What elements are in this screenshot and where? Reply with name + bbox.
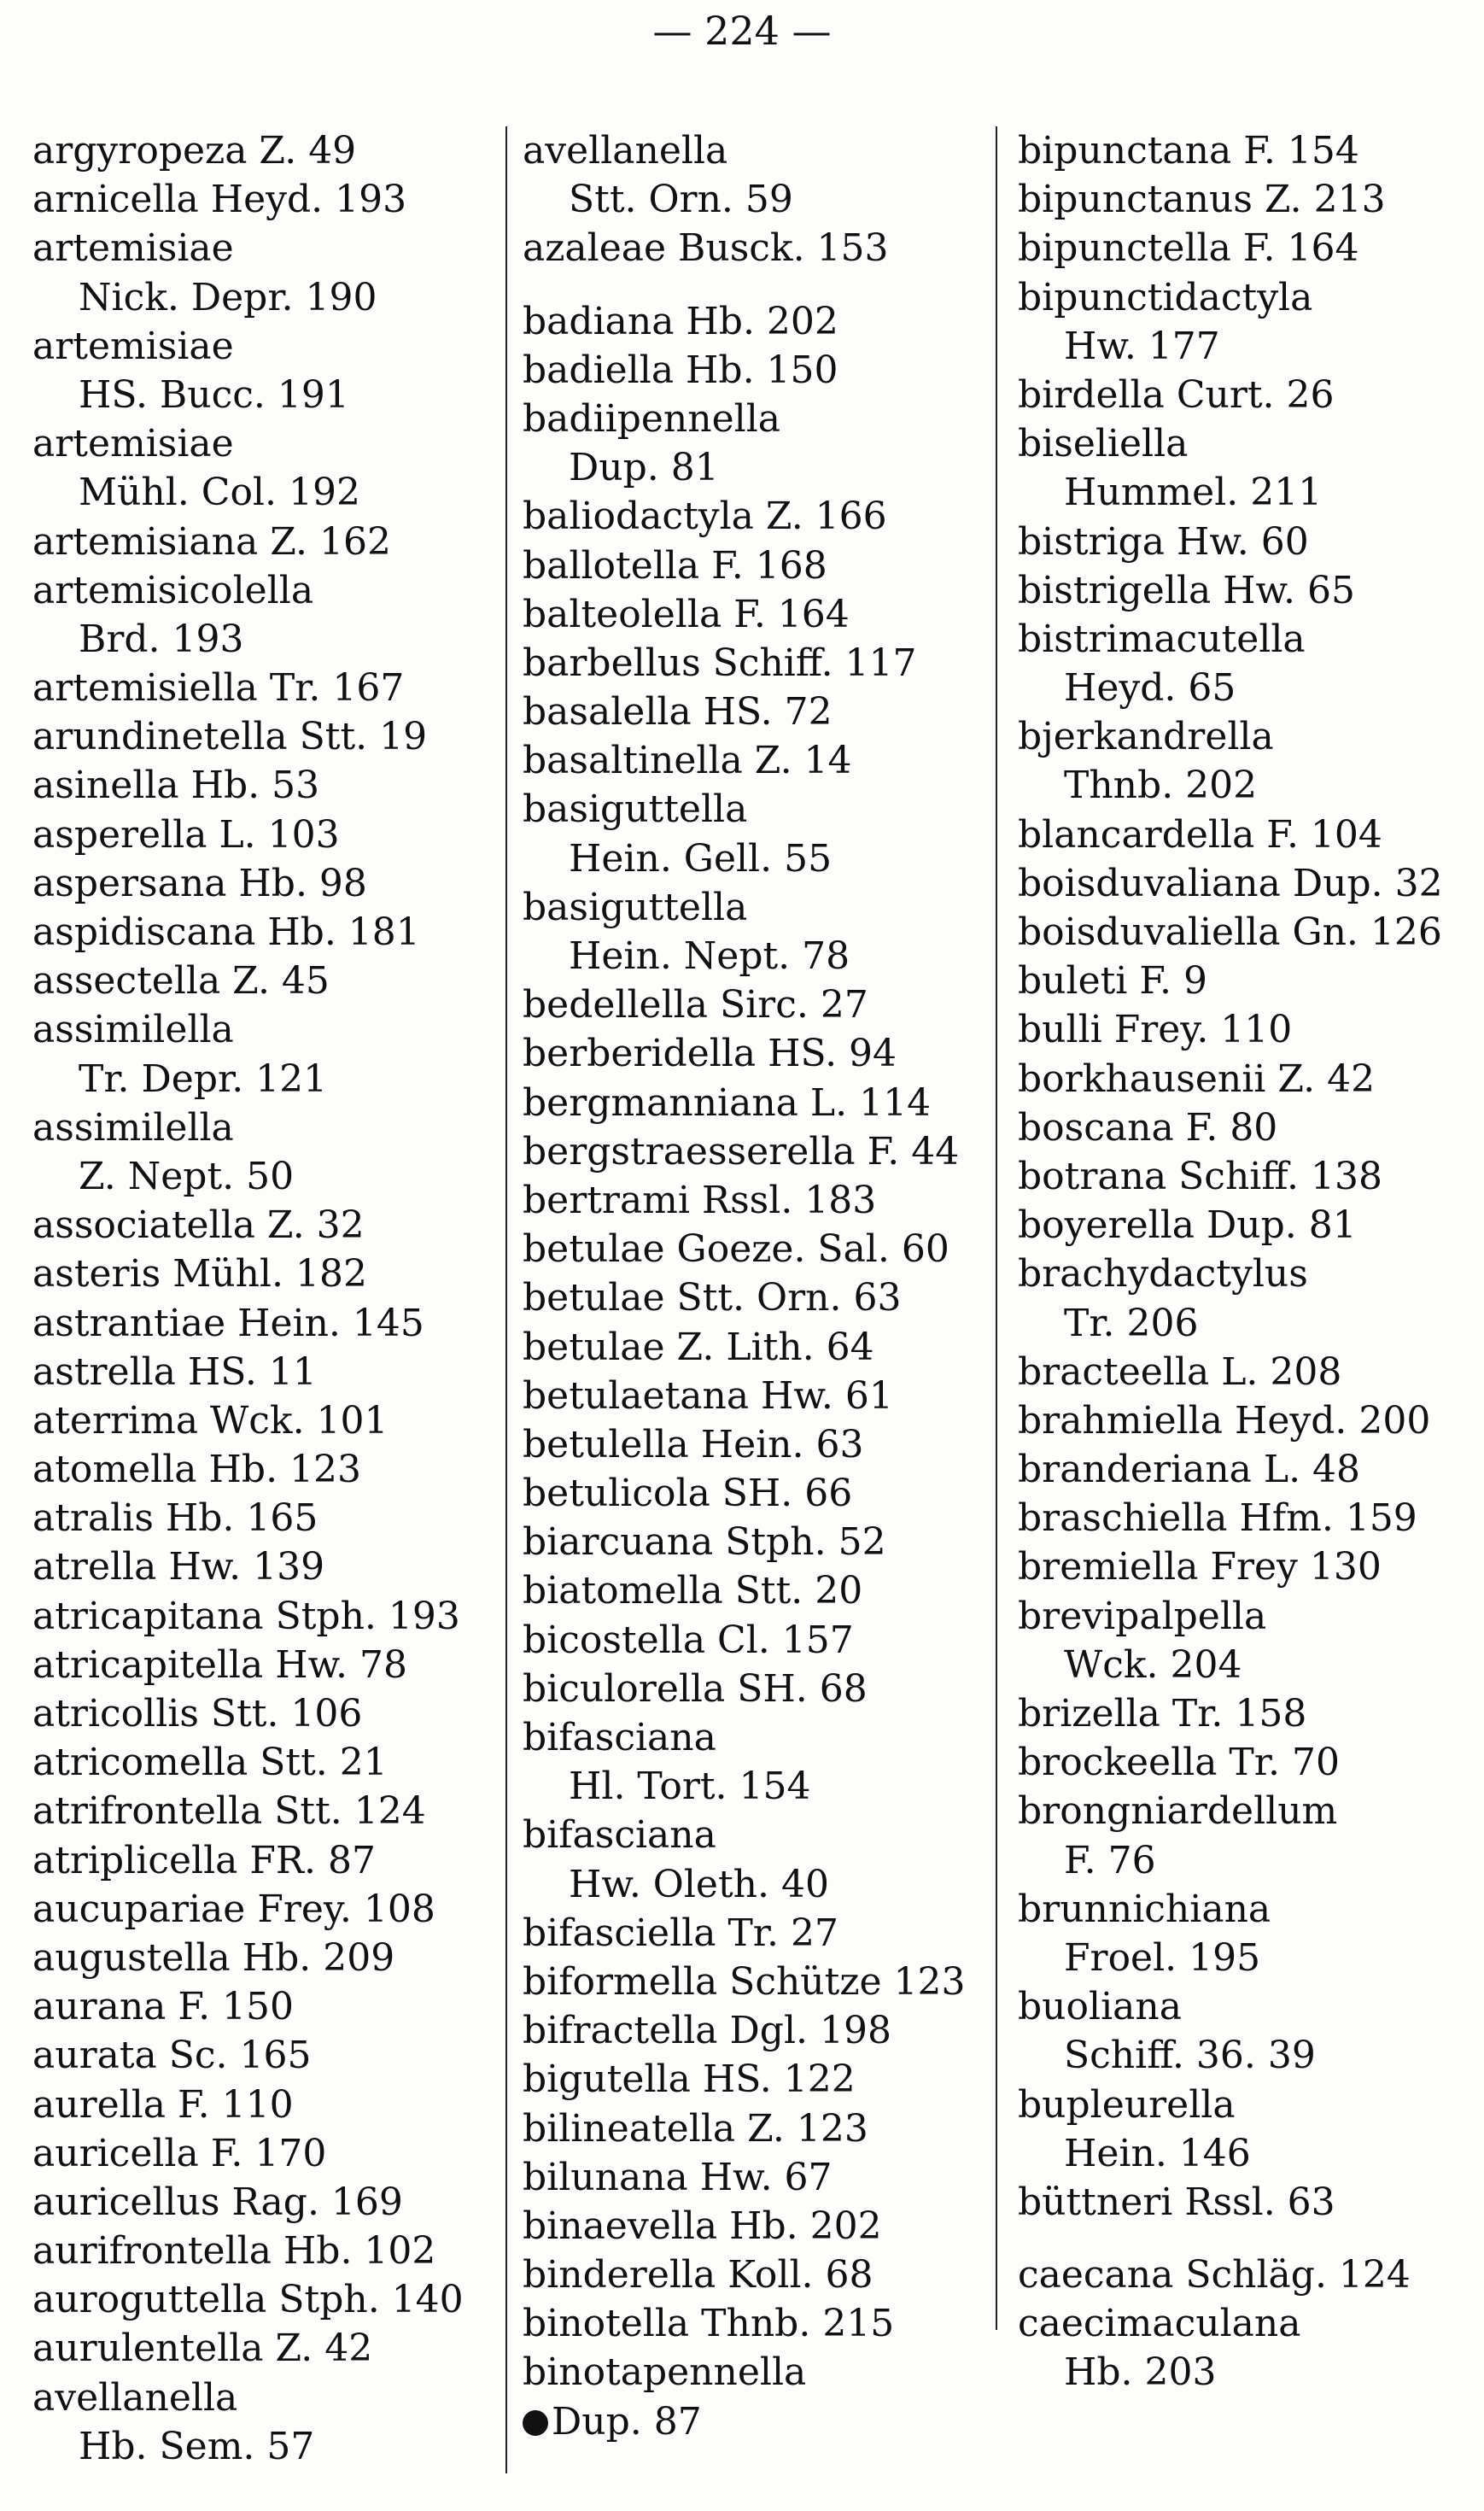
index-entry — [1018, 1250, 1479, 1298]
index-entry-text: caecimaculana — [1018, 2302, 1301, 2346]
index-entry-text: argyropeza Z. 49 — [32, 129, 357, 173]
index-entry-text: bjerkandrella — [1018, 715, 1274, 759]
index-entry-text: braschiella Hfm. 159 — [1018, 1496, 1417, 1541]
column-divider-2 — [996, 126, 997, 2330]
index-entry — [1018, 273, 1479, 322]
index-entry-text: borkhausenii Z. 42 — [1018, 1056, 1376, 1101]
index-entry-text: aterrima Wck. 101 — [32, 1398, 389, 1443]
index-entry-text: aurulentella Z. 42 — [32, 2327, 373, 2371]
index-entry-continuation — [1018, 1299, 1479, 1348]
index-entry-text: Wck. 204 — [1064, 1642, 1242, 1687]
index-entry — [1018, 175, 1479, 224]
index-entry-text: basalella HS. 72 — [523, 690, 833, 735]
index-entry — [523, 1029, 992, 1078]
index-entry-text: Hw. Oleth. 40 — [569, 1862, 829, 1906]
index-column-1 — [32, 126, 494, 2471]
index-entry-text: betulae Goeze. Sal. 60 — [523, 1227, 949, 1272]
index-entry-text: artemisiae — [32, 324, 234, 368]
index-entry-text: binotapennella — [523, 2350, 807, 2395]
index-entry-text: Stt. Orn. 59 — [569, 178, 793, 222]
index-entry — [523, 1566, 992, 1615]
index-entry-continuation — [523, 175, 992, 224]
index-entry — [32, 908, 494, 957]
index-entry — [1018, 811, 1479, 859]
index-entry-text: aurana F. 150 — [32, 1985, 295, 2029]
index-entry — [1018, 224, 1479, 272]
index-entry — [523, 883, 992, 932]
index-entry — [523, 1518, 992, 1566]
index-entry-text: aurella F. 110 — [32, 2082, 294, 2127]
index-entry-continuation — [32, 1055, 494, 1103]
index-entry-continuation — [32, 615, 494, 664]
index-entry — [523, 2397, 992, 2446]
index-entry-text: basiguttella — [523, 885, 748, 929]
index-entry-text: botrana Schiff. 138 — [1018, 1154, 1383, 1198]
index-entry-text: betulicola SH. 66 — [523, 1472, 853, 1516]
index-entry-text: Thnb. 202 — [1064, 764, 1258, 808]
index-entry — [523, 2348, 992, 2397]
index-entry-text: atrifrontella Stt. 124 — [32, 1789, 426, 1834]
index-entry — [32, 1641, 494, 1689]
index-entry-text: Dup. 87 — [552, 2399, 702, 2444]
index-entry-text: bipunctidactyla — [1018, 275, 1313, 319]
index-entry — [32, 1445, 494, 1494]
index-entry — [32, 1299, 494, 1348]
index-entry — [1018, 1787, 1479, 1835]
index-entry — [1018, 957, 1479, 1005]
index-entry-text: binderella Koll. 68 — [523, 2253, 873, 2297]
index-entry — [32, 1201, 494, 1250]
index-entry — [1018, 908, 1479, 957]
index-entry — [32, 1250, 494, 1298]
index-entry — [523, 297, 992, 346]
index-entry-text: bifasciella Tr. 27 — [523, 1911, 838, 1955]
index-entry — [1018, 1348, 1479, 1396]
index-entry-text: arnicella Heyd. 193 — [32, 178, 407, 222]
index-entry-text: Tr. Depr. 121 — [79, 1056, 328, 1101]
index-entry-text: asteris Mühl. 182 — [32, 1252, 367, 1296]
index-entry-text: bipunctanus Z. 213 — [1018, 178, 1386, 222]
index-entry — [32, 419, 494, 468]
index-entry — [1018, 1445, 1479, 1494]
index-entry-text: asperella L. 103 — [32, 812, 340, 857]
index-entry-text: bergmanniana L. 114 — [523, 1080, 932, 1125]
index-entry — [523, 2006, 992, 2055]
index-entry-text: asinella Hb. 53 — [32, 764, 320, 808]
index-entry-text: caecana Schläg. 124 — [1018, 2253, 1411, 2297]
index-entry — [523, 2299, 992, 2348]
index-entry-text: bilunana Hw. 67 — [523, 2155, 833, 2199]
index-entry-text: biseliella — [1018, 422, 1189, 466]
index-entry-text: auricella F. 170 — [32, 2131, 327, 2175]
index-entry — [523, 1616, 992, 1665]
index-entry-text: Nick. Depr. 190 — [79, 275, 377, 319]
index-entry-text: badiipennella — [523, 396, 781, 441]
index-entry-text: atrella Hw. 139 — [32, 1545, 325, 1589]
index-entry-continuation — [32, 371, 494, 419]
index-entry-continuation — [1018, 761, 1479, 810]
index-entry — [1018, 1982, 1479, 2031]
index-entry — [32, 957, 494, 1005]
index-entry — [523, 639, 992, 688]
index-entry-text: atralis Hb. 165 — [32, 1496, 318, 1541]
index-entry — [523, 1811, 992, 1859]
index-entry — [1018, 1005, 1479, 1054]
index-entry — [523, 785, 992, 834]
index-entry-text: Tr. 206 — [1064, 1301, 1199, 1345]
index-entry-text: biarcuana Stph. 52 — [523, 1520, 886, 1565]
index-entry-text: bracteella L. 208 — [1018, 1349, 1342, 1394]
index-entry-text: biformella Schütze 123 — [523, 1959, 966, 2004]
index-entry — [32, 2031, 494, 2080]
index-entry-text: bistriga Hw. 60 — [1018, 519, 1309, 564]
index-entry-text: atricollis Stt. 106 — [32, 1692, 363, 1735]
index-entry — [523, 492, 992, 541]
index-entry-text: betulaetana Hw. 61 — [523, 1373, 893, 1418]
index-entry — [32, 2227, 494, 2275]
index-entry — [32, 224, 494, 272]
index-entry — [32, 1738, 494, 1787]
index-entry — [523, 346, 992, 395]
index-entry — [523, 2251, 992, 2299]
index-entry-text: bremiella Frey 130 — [1018, 1545, 1382, 1589]
index-entry-continuation — [1018, 1934, 1479, 1982]
index-entry-text: atricomella Stt. 21 — [32, 1741, 388, 1785]
index-entry-text: büttneri Rssl. 63 — [1018, 2180, 1335, 2224]
index-entry-continuation — [32, 2422, 494, 2471]
index-entry-continuation — [523, 1762, 992, 1811]
index-entry — [32, 811, 494, 859]
index-entry — [523, 1079, 992, 1127]
index-entry-text: Mühl. Col. 192 — [79, 471, 360, 515]
index-entry-text: bipunctella F. 164 — [1018, 226, 1359, 271]
index-entry-text: biculorella SH. 68 — [523, 1666, 868, 1711]
index-entry-text: HS. Bucc. 191 — [79, 372, 349, 417]
index-entry-text: atricapitana Stph. 193 — [32, 1594, 460, 1638]
index-entry-continuation — [1018, 2348, 1479, 2397]
index-entry-text: balteolella F. 164 — [523, 592, 850, 636]
column-divider-1 — [505, 126, 507, 2473]
index-entry — [1018, 1396, 1479, 1445]
index-entry-text: auricellus Rag. 169 — [32, 2180, 403, 2224]
index-entry — [1018, 419, 1479, 468]
index-entry — [1018, 1738, 1479, 1787]
index-entry — [523, 2202, 992, 2251]
index-entry — [523, 1372, 992, 1420]
index-entry-text: bilineatella Z. 123 — [523, 2106, 868, 2151]
index-entry — [523, 1323, 992, 1372]
index-entry-text: baliodactyla Z. 166 — [523, 495, 887, 539]
index-entry — [32, 1934, 494, 1982]
index-entry-text: atriplicella FR. 87 — [32, 1838, 376, 1882]
index-entry-text: boscana F. 80 — [1018, 1105, 1278, 1150]
index-entry-text: azaleae Busck. 153 — [523, 226, 889, 271]
index-entry — [1018, 1494, 1479, 1542]
index-entry — [32, 126, 494, 175]
index-entry-text: blancardella F. 104 — [1018, 812, 1382, 857]
index-entry-text: basiguttella — [523, 787, 748, 832]
index-entry-continuation — [32, 1152, 494, 1201]
index-entry — [523, 1176, 992, 1225]
index-entry-text: boisduvaliella Gn. 126 — [1018, 910, 1442, 954]
index-entry-text: brachydactylus — [1018, 1252, 1308, 1296]
index-entry — [1018, 566, 1479, 615]
index-entry-text: Dup. 81 — [569, 446, 719, 490]
index-entry — [1018, 1152, 1479, 1201]
index-entry-text: bedellella Sirc. 27 — [523, 983, 868, 1027]
index-entry — [32, 1005, 494, 1054]
index-entry — [523, 590, 992, 639]
index-entry — [523, 395, 992, 443]
index-entry-text: biatomella Stt. 20 — [523, 1569, 863, 1613]
index-entry-text: aurata Sc. 165 — [32, 2034, 312, 2078]
index-entry-text: brunnichiana — [1018, 1887, 1271, 1931]
index-entry — [32, 761, 494, 810]
index-entry-continuation — [32, 468, 494, 517]
index-entry-text: assimilella — [32, 1008, 234, 1052]
index-entry-continuation — [1018, 322, 1479, 371]
index-entry-text: brevipalpella — [1018, 1594, 1267, 1638]
index-entry — [32, 1494, 494, 1542]
index-entry-text: birdella Curt. 26 — [1018, 372, 1335, 417]
index-entry — [523, 2055, 992, 2104]
index-entry-text: artemisiella Tr. 167 — [32, 666, 405, 711]
index-entry-text: arundinetella Stt. 19 — [32, 715, 428, 759]
index-entry-continuation — [523, 834, 992, 883]
index-entry-continuation — [523, 443, 992, 492]
index-entry-text: aurifrontella Hb. 102 — [32, 2229, 436, 2274]
index-entry-text: aspersana Hb. 98 — [32, 861, 367, 905]
index-entry — [32, 518, 494, 566]
index-entry — [32, 1689, 494, 1738]
index-entry-text: badiella Hb. 150 — [523, 348, 838, 392]
index-entry — [32, 1348, 494, 1396]
index-entry-text: astrantiae Hein. 145 — [32, 1301, 424, 1345]
index-entry-text: artemisiana Z. 162 — [32, 519, 391, 564]
index-entry — [1018, 126, 1479, 175]
index-entry — [1018, 1885, 1479, 1934]
index-entry — [32, 1592, 494, 1641]
index-entry — [32, 712, 494, 761]
index-entry — [32, 1542, 494, 1591]
index-entry-text: avellanella — [32, 2375, 238, 2420]
index-entry-text: atomella Hb. 123 — [32, 1448, 362, 1492]
index-entry — [32, 1396, 494, 1445]
index-column-2 — [523, 126, 992, 2446]
index-entry-text: brockeella Tr. 70 — [1018, 1741, 1340, 1785]
index-entry-text: aspidiscana Hb. 181 — [32, 910, 420, 954]
index-entry — [1018, 1103, 1479, 1152]
index-entry-continuation — [1018, 1641, 1479, 1689]
index-entry-text: ballotella F. 168 — [523, 543, 827, 588]
index-entry-text: augustella Hb. 209 — [32, 1935, 395, 1980]
index-entry-text: bergstraesserella F. 44 — [523, 1129, 960, 1174]
index-entry-continuation — [1018, 468, 1479, 517]
index-entry-text: astrella HS. 11 — [32, 1349, 317, 1394]
index-entry-text: Hw. 177 — [1064, 324, 1220, 368]
index-entry-text: boyerella Dup. 81 — [1018, 1203, 1357, 1248]
index-entry-text: associatella Z. 32 — [32, 1203, 365, 1248]
index-entry — [1018, 2299, 1479, 2348]
index-entry-text: Hb. Sem. 57 — [79, 2424, 315, 2468]
index-entry — [523, 688, 992, 736]
index-entry-text: Hb. 203 — [1064, 2350, 1217, 2395]
index-entry-continuation — [1018, 664, 1479, 712]
index-entry-text: Hein. Gell. 55 — [569, 836, 833, 881]
index-entry-text: Schiff. 36. 39 — [1064, 2034, 1316, 2078]
index-entry — [523, 1273, 992, 1322]
index-entry-text: brahmiella Heyd. 200 — [1018, 1398, 1431, 1443]
index-entry — [523, 1958, 992, 2006]
index-entry-text: betulella Hein. 63 — [523, 1422, 864, 1466]
index-entry-text: bicostella Cl. 157 — [523, 1618, 854, 1662]
index-entry-text: buoliana — [1018, 1985, 1182, 2029]
index-entry — [1018, 859, 1479, 908]
index-entry — [1018, 2178, 1479, 2227]
section-gap — [523, 273, 992, 297]
index-entry — [1018, 712, 1479, 761]
index-entry — [1018, 2081, 1479, 2129]
index-entry — [523, 2104, 992, 2153]
index-entry-text: bistrimacutella — [1018, 617, 1306, 661]
index-entry-text: Froel. 195 — [1064, 1935, 1261, 1980]
index-entry-text: badiana Hb. 202 — [523, 299, 838, 343]
index-entry — [32, 1103, 494, 1152]
index-entry-text: barbellus Schiff. 117 — [523, 641, 917, 685]
index-entry — [32, 175, 494, 224]
section-gap — [1018, 2227, 1479, 2251]
index-entry — [523, 1420, 992, 1469]
index-entry — [523, 126, 992, 175]
index-entry-text: basaltinella Z. 14 — [523, 739, 852, 783]
index-entry — [1018, 1592, 1479, 1641]
index-entry — [523, 1225, 992, 1273]
index-entry-text: artemisiae — [32, 422, 234, 466]
index-entry-text: assimilella — [32, 1105, 234, 1150]
index-entry-continuation — [1018, 2129, 1479, 2178]
index-entry — [32, 1787, 494, 1835]
index-entry-text: binotella Thnb. 215 — [523, 2302, 895, 2346]
index-column-3 — [1018, 126, 1479, 2397]
index-entry-text: Heyd. 65 — [1064, 666, 1236, 711]
index-entry — [523, 541, 992, 590]
index-entry-text: brongniardellum — [1018, 1789, 1338, 1834]
index-entry-text: bupleurella — [1018, 2082, 1236, 2127]
index-entry-text: buleti F. 9 — [1018, 959, 1207, 1004]
index-entry-text: Hl. Tort. 154 — [569, 1765, 811, 1809]
index-entry — [1018, 615, 1479, 664]
index-entry — [1018, 1201, 1479, 1250]
index-entry — [523, 1909, 992, 1958]
index-entry — [523, 736, 992, 785]
index-entry-continuation — [32, 273, 494, 322]
index-entry — [32, 2275, 494, 2324]
index-entry — [32, 1885, 494, 1934]
index-entry-text: artemisiae — [32, 226, 234, 271]
index-entry-text: bifasciana — [523, 1716, 716, 1759]
ink-blot-icon — [523, 2410, 548, 2436]
index-entry — [523, 1127, 992, 1176]
index-entry — [523, 2153, 992, 2202]
index-entry-text: assectella Z. 45 — [32, 959, 330, 1004]
index-entry-text: Brd. 193 — [79, 617, 244, 661]
index-entry-text: betulae Stt. Orn. 63 — [523, 1276, 902, 1320]
index-entry — [523, 1665, 992, 1713]
index-entry-text: avellanella — [523, 129, 728, 173]
index-entry — [32, 2081, 494, 2129]
index-entry-text: bertrami Rssl. 183 — [523, 1178, 877, 1222]
index-entry-text: bifasciana — [523, 1813, 716, 1858]
index-entry — [32, 859, 494, 908]
index-entry — [523, 224, 992, 272]
index-entry — [1018, 371, 1479, 419]
index-entry-text: bifractella Dgl. 198 — [523, 2009, 891, 2053]
index-entry-text: atricapitella Hw. 78 — [32, 1642, 407, 1687]
index-entry-text: bipunctana F. 154 — [1018, 129, 1359, 173]
index-entry — [523, 1469, 992, 1518]
index-entry-text: binaevella Hb. 202 — [523, 2204, 882, 2248]
index-entry — [32, 322, 494, 371]
index-entry-continuation — [1018, 1836, 1479, 1885]
index-entry — [1018, 1055, 1479, 1103]
index-entry-text: artemisicolella — [32, 568, 314, 612]
index-entry — [32, 664, 494, 712]
index-entry — [32, 2129, 494, 2178]
index-entry — [32, 1836, 494, 1885]
index-entry-text: F. 76 — [1064, 1838, 1156, 1882]
index-entry-text: auroguttella Stph. 140 — [32, 2278, 464, 2322]
index-entry-text: berberidella HS. 94 — [523, 1032, 897, 1076]
index-entry-text: aucupariae Frey. 108 — [32, 1887, 435, 1931]
index-entry-text: Hein. Nept. 78 — [569, 934, 850, 978]
index-entry-text: bistrigella Hw. 65 — [1018, 568, 1355, 612]
index-entry — [523, 980, 992, 1029]
index-entry-text: bulli Frey. 110 — [1018, 1008, 1293, 1052]
index-entry — [1018, 1689, 1479, 1738]
index-entry-text: Hummel. 211 — [1064, 471, 1323, 515]
index-entry-text: betulae Z. Lith. 64 — [523, 1325, 874, 1369]
page-number: — 224 — — [652, 8, 832, 54]
index-entry — [1018, 518, 1479, 566]
index-entry — [32, 2178, 494, 2227]
index-entry-text: branderiana L. 48 — [1018, 1448, 1361, 1492]
index-entry — [32, 566, 494, 615]
index-entry — [523, 1713, 992, 1762]
index-entry — [32, 2373, 494, 2422]
index-entry — [32, 2324, 494, 2373]
index-entry-continuation — [1018, 2031, 1479, 2080]
index-entry — [1018, 1542, 1479, 1591]
index-entry — [1018, 2251, 1479, 2299]
index-entry-text: Z. Nept. 50 — [79, 1154, 295, 1198]
index-entry-text: bigutella HS. 122 — [523, 2057, 856, 2102]
index-entry-text: Hein. 146 — [1064, 2131, 1251, 2175]
index-entry-text: brizella Tr. 158 — [1018, 1692, 1307, 1735]
index-entry-text: boisduvaliana Dup. 32 — [1018, 861, 1443, 905]
index-entry — [32, 1982, 494, 2031]
index-entry-continuation — [523, 1860, 992, 1909]
index-entry-continuation — [523, 932, 992, 980]
